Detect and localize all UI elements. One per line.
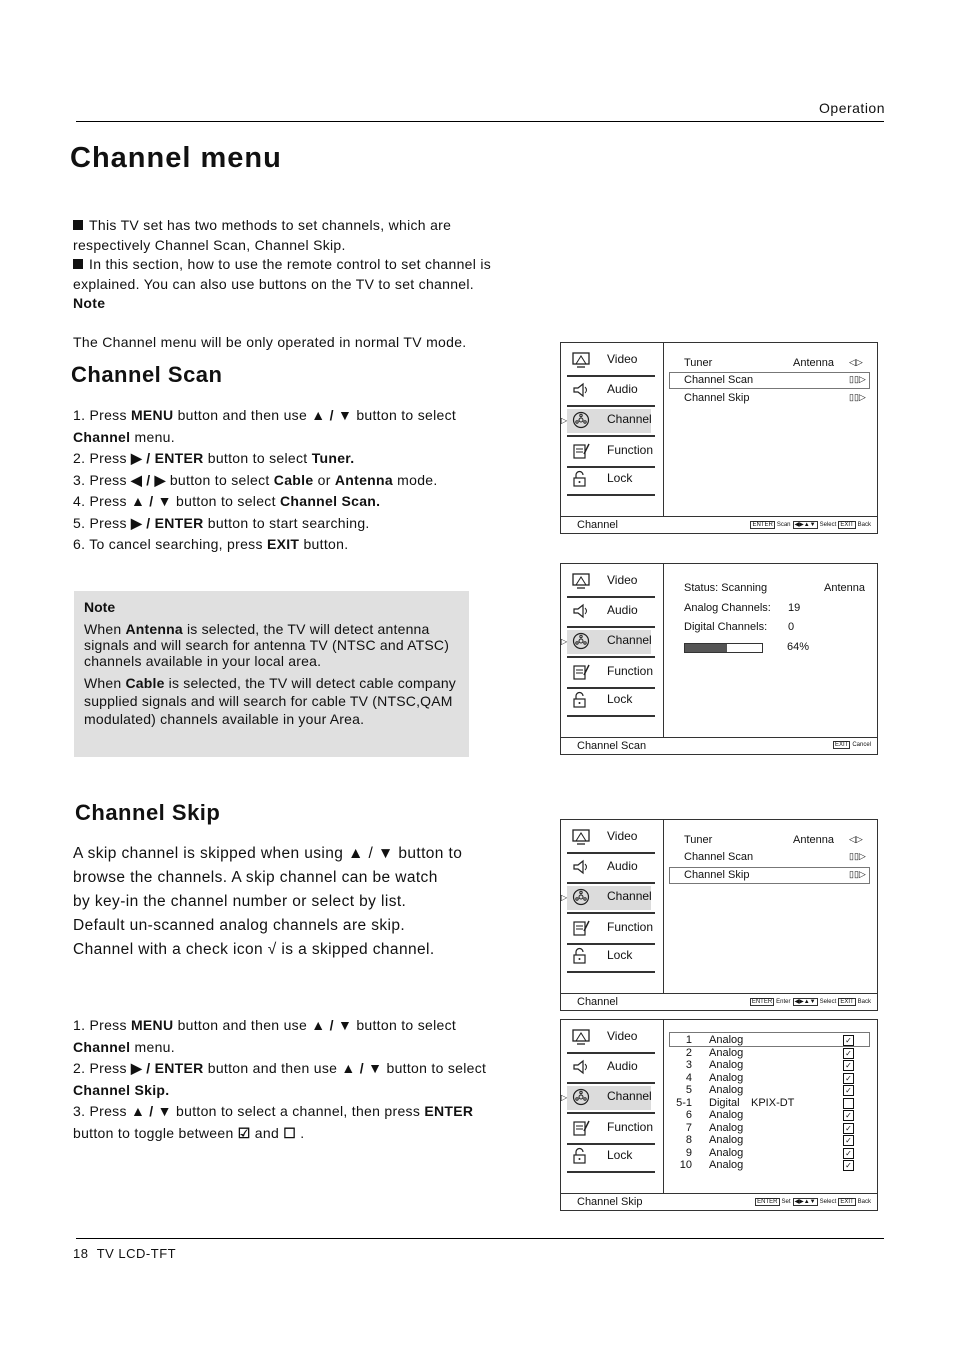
channel-icon — [571, 1087, 591, 1107]
analog-channels-value: 19 — [788, 602, 801, 614]
section-label: Operation — [819, 100, 885, 116]
osd-sidebar — [561, 343, 664, 516]
step-text: button to select a channel, then press — [171, 1103, 425, 1119]
channel-name: KPIX-DT — [751, 1096, 795, 1109]
step-text: button to toggle between — [73, 1124, 238, 1141]
status-value: Antenna — [824, 582, 865, 594]
menu-item-label: Lock — [607, 1148, 633, 1162]
lock-icon — [571, 946, 591, 966]
step-line — [73, 1037, 486, 1059]
step-keyword: EXIT — [266, 536, 300, 552]
scan-note-box — [74, 591, 469, 757]
key-hint: Scan — [776, 522, 791, 528]
channel-number: 5 — [685, 1084, 692, 1096]
header-rule — [76, 121, 884, 122]
row-control-icon: ▯▯▷ — [849, 392, 866, 402]
skip-checkbox[interactable]: ✓ — [843, 1060, 854, 1071]
osd-footer-title: Channel — [577, 996, 618, 1008]
key-badge: EXIT — [834, 742, 849, 748]
osd-channel-scan — [560, 563, 878, 755]
step-keyword: ▲ / ▼ — [130, 493, 172, 509]
row-control-icon: ▯▯▷ — [849, 869, 866, 879]
key-hint: Select — [819, 999, 837, 1005]
lock-icon — [571, 690, 591, 710]
step-text: 2. Press — [73, 1060, 131, 1076]
menu-row-label[interactable]: Tuner — [684, 834, 713, 846]
channel-number: 4 — [685, 1071, 692, 1084]
menu-item-underline — [567, 715, 655, 717]
intro — [73, 216, 493, 314]
menu-item-video[interactable] — [567, 570, 651, 594]
menu-item-underline — [567, 405, 655, 407]
skip-checkbox[interactable]: ✓ — [843, 1135, 854, 1146]
osd-footer — [561, 737, 877, 754]
menu-item-function[interactable] — [567, 661, 654, 685]
status-label: Status: Scanning — [684, 582, 768, 594]
skip-checkbox[interactable]: ✓ — [843, 1048, 854, 1059]
scan-progress-fill — [685, 644, 727, 652]
step-line — [73, 1101, 486, 1123]
menu-item-channel[interactable] — [561, 409, 652, 433]
channel-scan-heading: Channel Scan — [71, 362, 223, 387]
osd-footer-keys — [750, 521, 873, 528]
channel-type: Analog — [709, 1084, 744, 1096]
digital-channels-label: Digital Channels: — [684, 621, 768, 633]
channel-number: 9 — [685, 1146, 692, 1159]
osd-footer — [561, 516, 877, 533]
menu-item-lock[interactable] — [567, 1145, 651, 1169]
scan-progress-text: 64% — [787, 641, 810, 653]
menu-item-label: Channel — [607, 889, 652, 903]
function-icon — [571, 662, 591, 682]
channel-type: Digital — [709, 1096, 740, 1109]
menu-row-label[interactable]: Channel Skip — [684, 392, 750, 404]
scan-progress-bar — [684, 643, 763, 653]
key-hint: Cancel — [852, 742, 871, 748]
step-keyword: Channel — [73, 1038, 131, 1055]
menu-item-function[interactable] — [567, 1117, 654, 1141]
channel-icon — [571, 887, 591, 907]
osd-sidebar — [561, 1020, 664, 1193]
menu-item-channel[interactable] — [561, 1086, 652, 1110]
menu-item-function[interactable] — [567, 440, 654, 464]
key-hint: Select — [819, 1199, 837, 1205]
step-keyword: ▶ / ENTER — [130, 1060, 204, 1076]
intro-bullet-2: In this section, how to use the remote control to set channel is explained. You can also use buttons on the TV to set channel. — [73, 256, 492, 292]
channel-number: 7 — [685, 1121, 692, 1134]
scan-note-p1: When Antenna is selected, the TV will detect antenna signals and will search for antenna TV (NTSC and ATSC) channels available in your local area. — [84, 621, 450, 669]
step-keyword: ☐ — [283, 1124, 297, 1141]
menu-item-label: Audio — [607, 1059, 638, 1073]
step-line — [73, 1058, 486, 1080]
step-text: 3. Press — [73, 471, 131, 488]
selected-arrow-icon: ▷ — [561, 416, 568, 425]
step-text: button to select — [352, 1017, 457, 1033]
osd-footer-keys — [833, 742, 873, 748]
step-text: menu. — [130, 1038, 175, 1055]
menu-item-label: Lock — [607, 948, 633, 962]
step-text: button and then use — [173, 407, 312, 423]
key-hint: Back — [857, 522, 871, 528]
step-line — [73, 1123, 486, 1145]
square-bullet-icon — [73, 259, 83, 269]
key-hint: Back — [857, 999, 871, 1005]
step-keyword: ☑ — [237, 1124, 251, 1141]
menu-item-underline — [567, 626, 655, 628]
channel-row[interactable] — [669, 1159, 870, 1171]
step-keyword: Tuner. — [311, 450, 355, 466]
step-text: 1. Press — [73, 1017, 131, 1033]
menu-row-value: Antenna — [793, 834, 834, 846]
description-line: Default un-scanned analog channels are skip. — [73, 917, 406, 934]
function-icon — [571, 441, 591, 461]
step-line — [73, 1015, 486, 1037]
digital-channels-value: 0 — [788, 621, 795, 633]
key-badge: EXIT — [840, 999, 854, 1005]
channel-type: Analog — [709, 1059, 744, 1071]
menu-item-channel[interactable] — [561, 886, 652, 910]
menu-row-value: Antenna — [793, 357, 834, 369]
channel-type: Analog — [709, 1146, 744, 1159]
scan-note-p2: When Cable is selected, the TV will detect cable company supplied signals and will search for cable TV (NTSC,QAM modulated) channels available in your Area. — [84, 675, 457, 727]
selected-arrow-icon: ▷ — [561, 637, 568, 646]
channel-number: 3 — [685, 1059, 692, 1071]
skip-checkbox[interactable]: ✓ — [843, 1035, 854, 1046]
description-line: Channel with a check icon √ is a skipped channel. — [73, 941, 435, 958]
menu-item-video[interactable] — [567, 1026, 651, 1050]
skip-checkbox[interactable]: ✓ — [843, 1148, 854, 1159]
menu-item-label: Function — [607, 1120, 654, 1134]
step-keyword: ▲ / ▼ — [341, 1060, 383, 1076]
menu-item-label: Video — [607, 573, 638, 587]
osd-footer-title: Channel — [577, 519, 618, 531]
step-text: button to select — [165, 471, 274, 488]
step-text: or — [313, 471, 335, 488]
step-text: button to select — [352, 407, 457, 423]
menu-item-lock[interactable] — [567, 689, 651, 713]
step-text: button. — [299, 536, 349, 552]
channel-type: Analog — [709, 1071, 744, 1084]
row-control-icon: ▯▯▷ — [849, 851, 866, 861]
channel-skip-heading: Channel Skip — [75, 800, 221, 825]
channel-row[interactable] — [669, 1084, 870, 1096]
channel-row[interactable] — [669, 1097, 870, 1109]
key-badge: EXIT — [840, 522, 854, 528]
skip-checkbox[interactable]: ✓ — [843, 1160, 854, 1171]
menu-item-label: Function — [607, 443, 654, 457]
analog-channels-label: Analog Channels: — [684, 602, 771, 614]
step-keyword: ENTER — [424, 1103, 474, 1119]
step-keyword: ▶ / ENTER — [130, 514, 204, 531]
skip-checkbox[interactable]: ✓ — [843, 1123, 854, 1134]
step-keyword: Channel Skip. — [73, 1081, 170, 1098]
step-line — [73, 427, 456, 449]
menu-item-audio[interactable] — [567, 600, 651, 624]
menu-item-underline — [567, 1112, 655, 1114]
menu-item-audio[interactable] — [567, 1056, 651, 1080]
menu-item-underline — [567, 1052, 655, 1054]
channel-icon — [571, 410, 591, 430]
footer — [73, 1246, 176, 1261]
menu-item-channel[interactable] — [561, 630, 652, 654]
step-line — [73, 513, 456, 535]
channel-type: Analog — [709, 1121, 744, 1134]
menu-item-underline — [567, 435, 655, 437]
square-bullet-icon — [73, 220, 83, 230]
osd-channel-menu — [560, 342, 878, 534]
menu-row-label[interactable]: Channel Scan — [684, 851, 754, 863]
step-text: button to select — [203, 450, 312, 466]
step-keyword: ▲ / ▼ — [130, 1103, 172, 1119]
key-badge: ENTER — [751, 999, 773, 1005]
menu-row-label[interactable]: Channel Scan — [684, 374, 754, 386]
skip-checkbox[interactable]: ✓ — [843, 1110, 854, 1121]
step-keyword: MENU — [130, 407, 174, 423]
step-line — [73, 405, 456, 427]
osd-footer-keys — [755, 1198, 873, 1205]
key-badge: EXIT — [840, 1199, 854, 1205]
osd-sidebar — [561, 820, 664, 993]
key-badge: ◀▶▲▼ — [794, 999, 816, 1005]
channel-icon — [571, 631, 591, 651]
row-control-icon: ◁▷ — [849, 834, 863, 844]
intro-note-label: Note — [73, 295, 106, 311]
menu-item-function[interactable] — [567, 917, 654, 941]
step-line — [73, 491, 456, 513]
menu-item-underline — [567, 375, 655, 377]
scan-note-label: Note — [84, 599, 116, 615]
step-text: 6. To cancel searching, press — [73, 536, 267, 552]
menu-item-label: Function — [607, 920, 654, 934]
step-keyword: ◀ / ▶ — [130, 471, 166, 488]
footer-rule — [76, 1238, 884, 1239]
menu-item-label: Channel — [607, 1089, 652, 1103]
step-text: 3. Press — [73, 1103, 131, 1119]
channel-skip-steps — [73, 1015, 486, 1144]
channel-type: Analog — [709, 1046, 744, 1059]
audio-icon — [571, 857, 591, 877]
page-number: 18 — [73, 1246, 89, 1261]
menu-item-underline — [567, 596, 655, 598]
step-text: 1. Press — [73, 407, 131, 423]
channel-row[interactable] — [669, 1134, 870, 1146]
video-icon — [571, 350, 591, 370]
menu-item-label: Lock — [607, 471, 633, 485]
model-name: TV LCD-TFT — [96, 1246, 177, 1261]
key-badge: ENTER — [757, 1199, 778, 1205]
menu-item-underline — [567, 912, 655, 914]
menu-item-label: Channel — [607, 633, 652, 647]
channel-number: 8 — [685, 1134, 692, 1146]
channel-row[interactable] — [669, 1034, 870, 1046]
step-keyword: Channel — [73, 428, 131, 445]
step-text: button to start searching. — [203, 514, 370, 531]
menu-item-label: Audio — [607, 859, 638, 873]
function-icon — [571, 918, 591, 938]
osd-channel-skip-list — [560, 1019, 878, 1211]
channel-row[interactable] — [669, 1122, 870, 1134]
menu-item-label: Video — [607, 352, 638, 366]
selected-arrow-icon: ▷ — [561, 1093, 568, 1102]
channel-row[interactable] — [669, 1059, 870, 1071]
channel-skip-description — [73, 842, 462, 962]
channel-scan-steps — [73, 405, 456, 556]
row-control-icon: ◁▷ — [849, 357, 863, 367]
description-line: by key-in the channel number or select by list. — [73, 893, 407, 910]
channel-row[interactable] — [669, 1147, 870, 1159]
key-badge: ◀▶▲▼ — [794, 522, 816, 528]
step-keyword: MENU — [130, 1017, 174, 1033]
key-hint: Back — [857, 1199, 871, 1205]
skip-checkbox[interactable] — [843, 1098, 854, 1109]
step-line — [73, 534, 456, 556]
menu-item-audio[interactable] — [567, 856, 651, 880]
osd-channel-menu-skip — [560, 819, 878, 1011]
step-text: button to select — [171, 493, 280, 509]
menu-row-label[interactable]: Tuner — [684, 357, 713, 369]
menu-item-underline — [567, 656, 655, 658]
menu-item-lock[interactable] — [567, 468, 651, 492]
audio-icon — [571, 380, 591, 400]
audio-icon — [571, 1057, 591, 1077]
menu-item-audio[interactable] — [567, 379, 651, 403]
audio-icon — [571, 601, 591, 621]
channel-row[interactable] — [669, 1047, 870, 1059]
menu-item-underline — [567, 1171, 655, 1173]
step-text: button and then use — [173, 1017, 312, 1033]
menu-item-underline — [567, 971, 655, 973]
step-text: 4. Press — [73, 493, 131, 509]
page-title: Channel menu — [70, 142, 282, 174]
step-keyword: ▲ / ▼ — [311, 407, 353, 423]
key-hint: Set — [781, 1199, 791, 1205]
channel-type: Analog — [709, 1109, 744, 1121]
step-text: 5. Press — [73, 514, 131, 531]
menu-item-label: Audio — [607, 382, 638, 396]
channel-type: Analog — [709, 1134, 744, 1146]
menu-item-video[interactable] — [567, 349, 651, 373]
key-badge: ◀▶▲▼ — [794, 1199, 816, 1205]
channel-row[interactable] — [669, 1109, 870, 1121]
key-hint: Enter — [776, 999, 791, 1005]
menu-item-label: Lock — [607, 692, 633, 706]
step-text: mode. — [392, 471, 438, 488]
channel-type: Analog — [709, 1034, 744, 1046]
channel-number: 2 — [685, 1046, 692, 1059]
osd-footer — [561, 1193, 877, 1210]
menu-item-label: Video — [607, 829, 638, 843]
step-text: button and then use — [203, 1060, 342, 1076]
menu-item-underline — [567, 494, 655, 496]
osd-footer — [561, 993, 877, 1010]
channel-row[interactable] — [669, 1072, 870, 1084]
video-icon — [571, 571, 591, 591]
channel-number: 6 — [685, 1109, 692, 1121]
step-keyword: Cable — [273, 471, 314, 488]
intro-bullet-1: This TV set has two methods to set channels, which are respectively Channel Scan, Channel Skip. — [73, 217, 452, 253]
lock-icon — [571, 1146, 591, 1166]
video-icon — [571, 827, 591, 847]
video-icon — [571, 1027, 591, 1047]
selected-arrow-icon: ▷ — [561, 893, 568, 902]
menu-item-lock[interactable] — [567, 945, 651, 969]
channel-number: 1 — [685, 1034, 692, 1046]
step-keyword: ▲ / ▼ — [311, 1017, 353, 1033]
channel-type: Analog — [709, 1159, 744, 1171]
step-line — [73, 1080, 486, 1102]
function-icon — [571, 1118, 591, 1138]
step-keyword: Antenna — [334, 471, 393, 488]
step-keyword: ▶ / ENTER — [130, 450, 204, 466]
step-keyword: Channel Scan. — [279, 493, 381, 509]
menu-item-underline — [567, 852, 655, 854]
osd-sidebar — [561, 564, 664, 737]
menu-item-label: Audio — [607, 603, 638, 617]
step-text: 2. Press — [73, 450, 131, 466]
menu-item-label: Function — [607, 664, 654, 678]
menu-item-label: Channel — [607, 412, 652, 426]
menu-item-underline — [567, 1082, 655, 1084]
description-line: browse the channels. A skip channel can be watch — [73, 869, 438, 886]
step-line — [73, 470, 456, 492]
channel-number: 5-1 — [676, 1096, 692, 1109]
row-control-icon: ▯▯▷ — [849, 374, 866, 384]
menu-item-label: Video — [607, 1029, 638, 1043]
osd-footer-keys — [750, 998, 873, 1005]
step-text: and — [250, 1124, 284, 1141]
key-hint: Select — [819, 522, 837, 528]
menu-item-underline — [567, 882, 655, 884]
step-text: . — [296, 1124, 305, 1141]
osd-footer-title: Channel Scan — [577, 740, 647, 752]
menu-row-label[interactable]: Channel Skip — [684, 869, 750, 881]
step-text: menu. — [130, 428, 175, 445]
intro-note-text: The Channel menu will be only operated in normal TV mode. — [73, 334, 467, 350]
skip-checkbox[interactable]: ✓ — [843, 1085, 854, 1096]
skip-checkbox[interactable]: ✓ — [843, 1073, 854, 1084]
step-text: button to select — [382, 1060, 487, 1076]
key-badge: ENTER — [752, 522, 773, 528]
menu-item-video[interactable] — [567, 826, 651, 850]
osd-footer-title: Channel Skip — [577, 1196, 643, 1208]
step-line — [73, 448, 456, 470]
lock-icon — [571, 469, 591, 489]
channel-number: 10 — [679, 1159, 692, 1171]
description-line: A skip channel is skipped when using ▲ / ▼ button to — [73, 845, 463, 862]
